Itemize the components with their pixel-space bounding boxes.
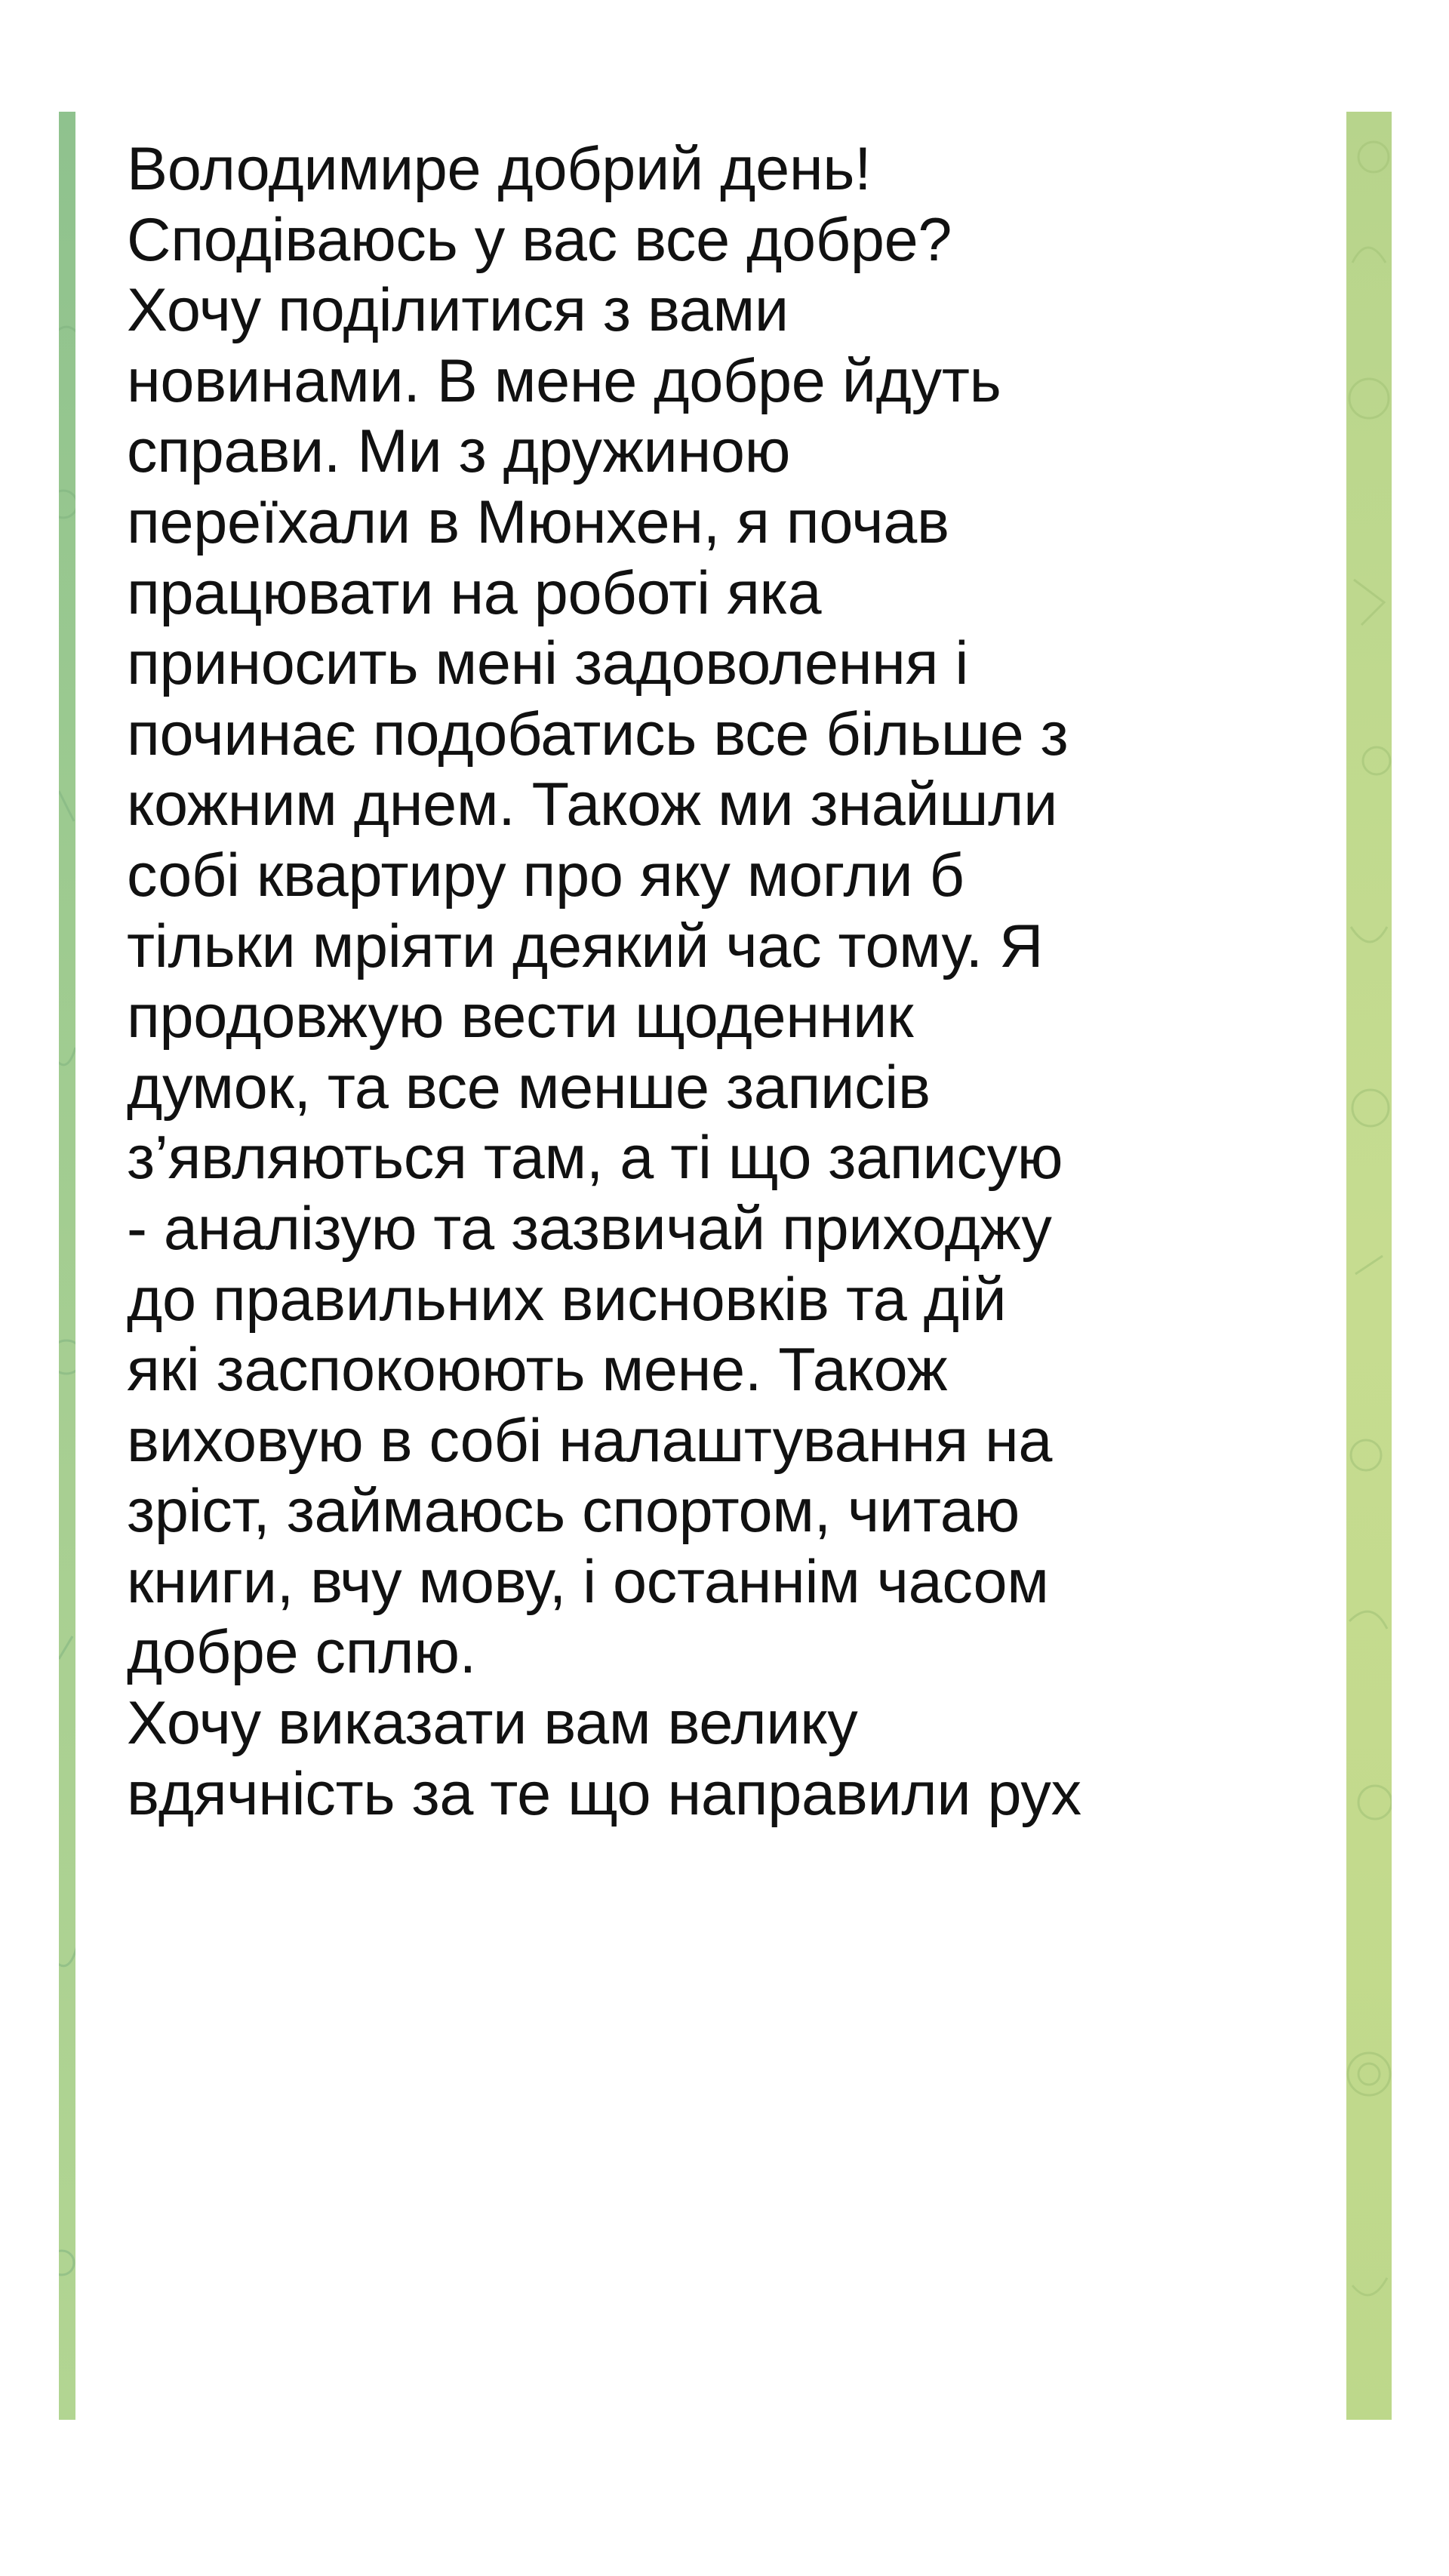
message-line: які заспокоюють мене. Також	[127, 1336, 948, 1405]
doodle-pattern-icon	[1346, 112, 1392, 2420]
message-line: вдячність за те що направили рух	[127, 1759, 1081, 1828]
message-line: виховую в собі налаштування на	[127, 1406, 1053, 1475]
chat-wallpaper-right	[1346, 112, 1392, 2420]
message-line: справи. Ми з дружиною	[127, 417, 791, 486]
message-line: приносить мені задоволення і	[127, 629, 969, 698]
message-line: зріст, займаюсь спортом, читаю	[127, 1477, 1020, 1546]
message-text	[127, 134, 1334, 1830]
message-line: Хочу виказати вам велику	[127, 1689, 858, 1758]
message-line: Хочу поділитися з вами	[127, 276, 789, 345]
message-line: - аналізую та зазвичай приходжу	[127, 1194, 1052, 1263]
message-line: тільки мріяти деякий час тому. Я	[127, 912, 1044, 980]
message-line: книги, вчу мову, і останнім часом	[127, 1547, 1049, 1616]
message-line: Володимире добрий день!	[127, 135, 872, 203]
message-line: новинами. В мене добре йдуть	[127, 346, 1001, 415]
message-line: собі квартиру про яку могли б	[127, 841, 964, 909]
message-line: продовжую вести щоденник	[127, 983, 914, 1051]
message-line: кожним днем. Також ми знайшли	[127, 771, 1058, 839]
message-line: з’являються там, а ті що записую	[127, 1124, 1063, 1193]
doodle-pattern-icon	[59, 112, 75, 2420]
message-line: добре сплю.	[127, 1618, 476, 1687]
message-line: до правильних висновків та дій	[127, 1265, 1007, 1334]
message-line: Сподіваюсь у вас все добре?	[127, 205, 952, 274]
message-line: переїхали в Мюнхен, я почав	[127, 488, 949, 556]
message-line: починає подобатись все більше з	[127, 700, 1069, 768]
message-line: думок, та все менше записів	[127, 1053, 931, 1122]
message-line: працювати на роботі яка	[127, 559, 822, 627]
chat-wallpaper-left	[59, 112, 75, 2420]
